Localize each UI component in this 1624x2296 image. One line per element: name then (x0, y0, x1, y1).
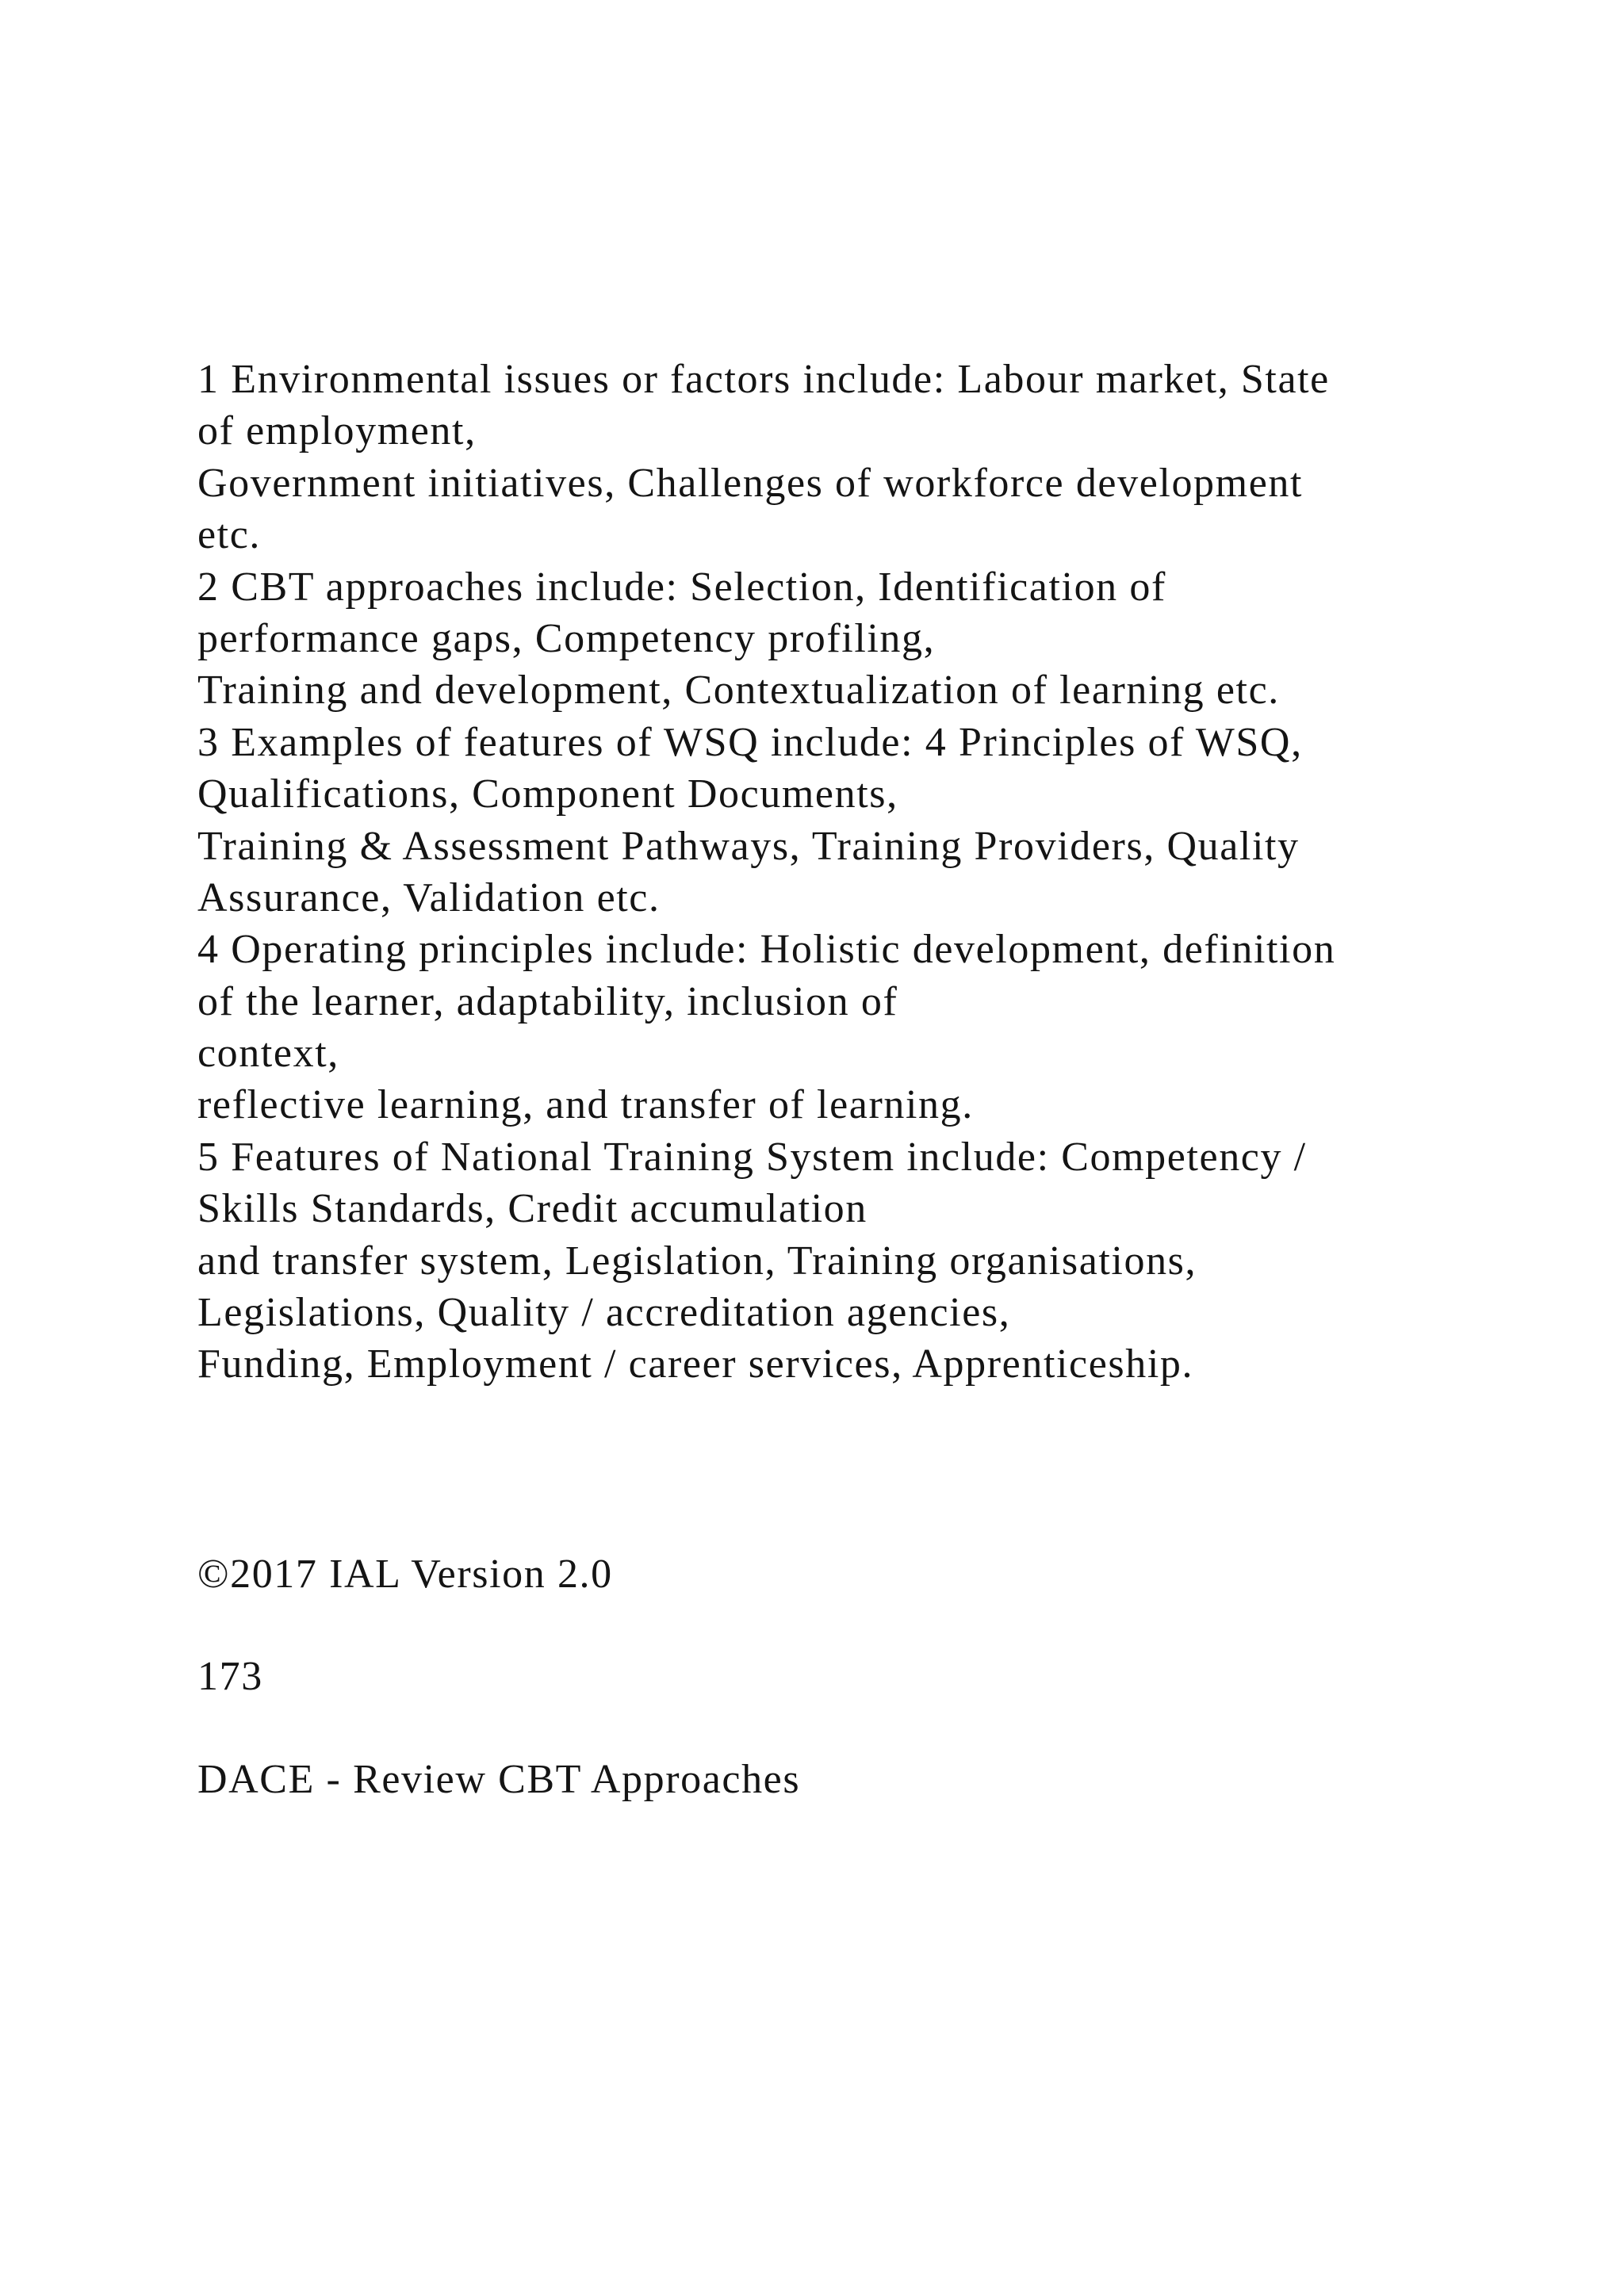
note-line: Training and development, Contextualization of learning etc. (197, 668, 1280, 714)
note-line: 3 Examples of features of WSQ include: 4 Principles of WSQ, (197, 719, 1303, 765)
note-line: etc. (197, 512, 262, 558)
note-line: of the learner, adaptability, inclusion of (197, 978, 898, 1024)
note-line: Funding, Employment / career services, Apprenticeship. (197, 1341, 1194, 1387)
note-line: context, (197, 1031, 339, 1077)
copyright-notice: ©2017 IAL Version 2.0 (197, 1552, 613, 1597)
note-line: Skills Standards, Credit accumulation (197, 1186, 868, 1232)
document-title: DACE - Review CBT Approaches (197, 1757, 801, 1802)
note-line: Training & Assessment Pathways, Training Providers, Quality (197, 823, 1300, 869)
note-line: 2 CBT approaches include: Selection, Identification of (197, 564, 1166, 610)
page-number: 173 (197, 1654, 263, 1699)
note-line: Assurance, Validation etc. (197, 874, 661, 920)
note-line: reflective learning, and transfer of learning. (197, 1082, 974, 1128)
note-line: 5 Features of National Training System include: Competency / (197, 1134, 1307, 1180)
note-line: Legislations, Quality / accreditation agencies, (197, 1290, 1011, 1336)
note-line: and transfer system, Legislation, Training organisations, (197, 1238, 1197, 1284)
note-line: 1 Environmental issues or factors include: Labour market, State (197, 357, 1330, 402)
note-line: of employment, (197, 408, 477, 454)
note-line: Qualifications, Component Documents, (197, 771, 898, 817)
footnotes-block (197, 354, 1593, 1391)
note-line: 4 Operating principles include: Holistic development, definition (197, 927, 1336, 973)
note-line: Government initiatives, Challenges of workforce development (197, 460, 1304, 506)
note-line: performance gaps, Competency profiling, (197, 615, 936, 661)
